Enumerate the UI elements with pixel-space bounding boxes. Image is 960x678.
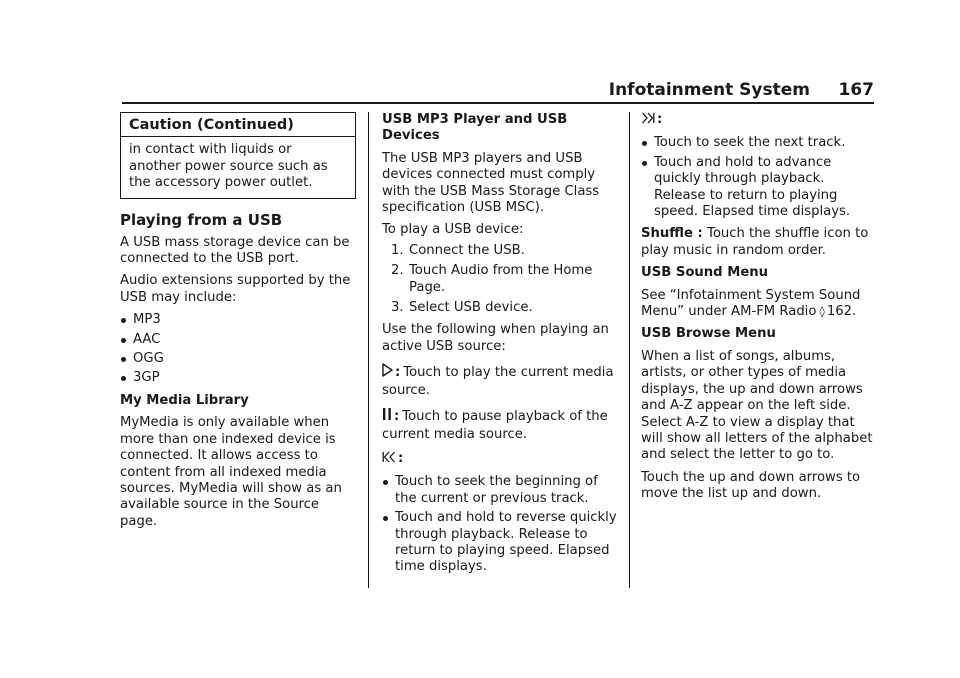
paragraph: Touch the up and down arrows to move the list up and down. xyxy=(641,469,861,502)
column-1 xyxy=(120,112,356,536)
caution-text: in contact with liquids or another power source such as the accessory power outlet. xyxy=(129,142,328,191)
paragraph: When a list of songs, albums, artists, or other types of media displays, the up and down arrows and A-Z appear on the left side. Select A-Z to view a display that will show all letters of the alphabet and select the letter to go to. xyxy=(641,348,873,463)
page-number: 167 xyxy=(838,80,874,100)
cross-reference-page[interactable]: 162. xyxy=(826,304,857,320)
caution-box xyxy=(120,112,356,199)
paragraph: The USB MP3 players and USB devices connected must comply with the USB Mass Storage Class specification (USB MSC). xyxy=(382,150,600,216)
play-icon xyxy=(382,363,393,382)
paragraph: Use the following when playing an active USB source: xyxy=(382,322,609,354)
list-item: 3GP xyxy=(120,370,356,386)
subheading: USB MP3 Player and USB Devices xyxy=(382,112,568,144)
paragraph: See “Infotainment System Sound Menu” under AM-FM Radio ◊ 162. xyxy=(641,287,861,320)
next-track-list xyxy=(641,135,877,220)
list-item: 2. Touch Audio from the Home Page. xyxy=(391,263,593,295)
list-item: OGG xyxy=(120,351,356,367)
shuffle-label: Shuffle : xyxy=(641,226,703,242)
play-description: : Touch to play the current media source. xyxy=(382,365,614,398)
paragraph: A USB mass storage device can be connected to the USB port. xyxy=(120,234,350,267)
column-divider xyxy=(629,112,630,588)
next-track-icon xyxy=(641,112,655,129)
next-track-label: : xyxy=(641,112,877,129)
list-item: Touch to seek the next track. xyxy=(641,135,877,151)
pause-icon xyxy=(382,407,392,426)
paragraph: Audio extensions supported by the USB may include: xyxy=(120,273,351,305)
subheading: My Media Library xyxy=(120,392,249,408)
list-item: MP3 xyxy=(120,312,356,328)
shuffle-description: Shuffle : Touch the shuffle icon to play music in random order. xyxy=(641,226,869,258)
previous-track-icon xyxy=(382,451,396,468)
paragraph: MyMedia is only available when more than one indexed device is connected. It allows access to content from all indexed media sources. MyMedia will show as an available source in the Source page. xyxy=(120,415,342,529)
pause-description: : Touch to pause playback of the current media source. xyxy=(382,409,608,442)
column-2 xyxy=(382,112,620,582)
list-item: Touch and hold to advance quickly through playback. Release to return to playing speed. Elapsed time displays. xyxy=(641,155,877,221)
section-title: Infotainment System xyxy=(608,80,810,100)
section-heading: Playing from a USB xyxy=(120,210,283,229)
page-header xyxy=(122,80,874,104)
subheading: USB Sound Menu xyxy=(641,265,769,281)
previous-track-label: : xyxy=(382,451,620,468)
paragraph: To play a USB device: xyxy=(382,222,524,238)
column-3 xyxy=(641,112,877,509)
list-item: Touch to seek the beginning of the current or previous track. xyxy=(382,474,620,507)
caution-title: Caution (Continued) xyxy=(121,113,355,137)
steps-list xyxy=(382,243,620,317)
previous-track-list xyxy=(382,474,620,575)
list-item: 1. Connect the USB. xyxy=(391,242,525,258)
list-item: 3. Select USB device. xyxy=(391,300,533,316)
list-item: Touch and hold to reverse quickly through playback. Release to return to playing speed. Elapsed time displays. xyxy=(382,510,620,576)
cross-reference-icon: ◊ xyxy=(819,305,825,319)
subheading: USB Browse Menu xyxy=(641,326,776,342)
list-item: AAC xyxy=(120,332,356,348)
format-list xyxy=(120,312,356,387)
column-divider xyxy=(368,112,369,588)
